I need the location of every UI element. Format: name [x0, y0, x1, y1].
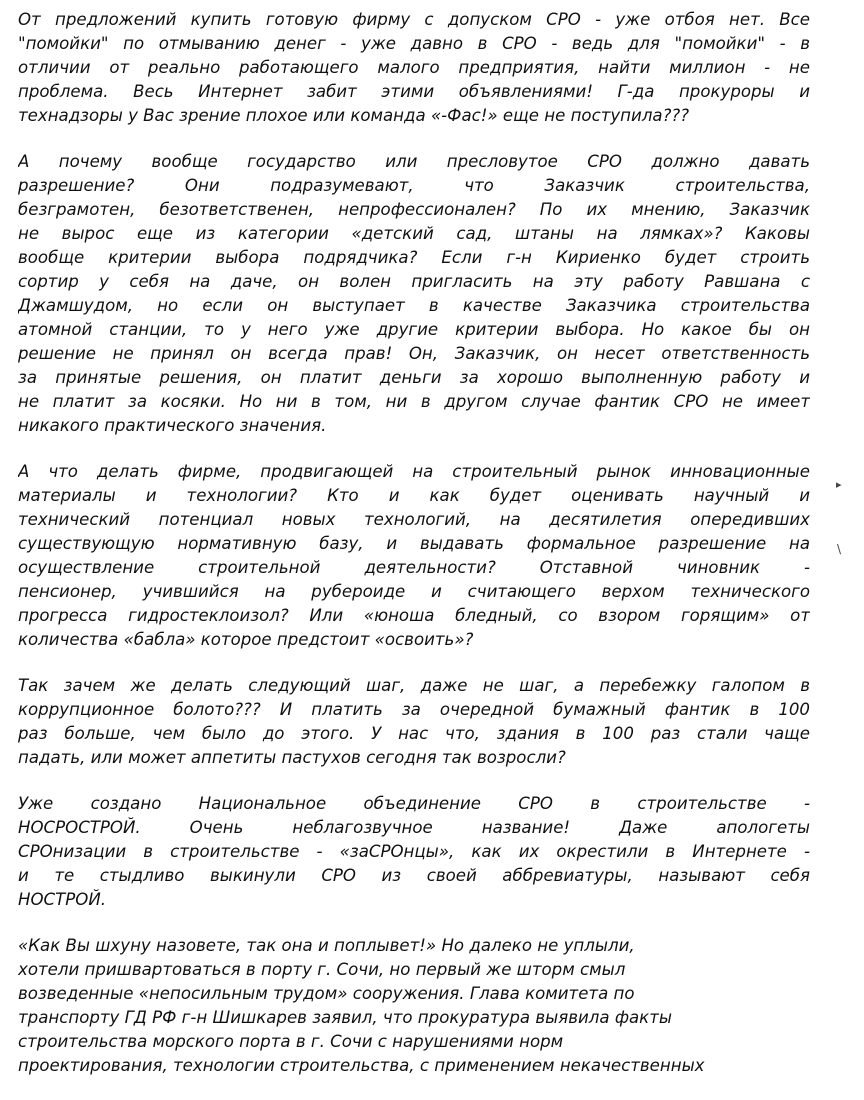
- text-line: «Как Вы шхуну назовете, так она и поплывет!» Но далеко не уплыли,: [18, 936, 635, 955]
- text-line: НОСТРОЙ.: [18, 890, 107, 909]
- text-line: прогресса гидростеклоизол? Или «юноша бледный, со взором горящим» от: [18, 606, 810, 625]
- text-line: безграмотен, безответственен, непрофессионален? По их мнению, Заказчик: [18, 200, 810, 219]
- paragraph-next-step: [18, 674, 810, 770]
- paragraph-nostroy: [18, 792, 810, 912]
- text-line: технический потенциал новых технологий, на десятилетия опередивших: [18, 510, 810, 529]
- text-line: НОСРОСТРОЙ. Очень неблагозвучное название! Даже апологеты: [18, 818, 810, 837]
- text-line: Джамшудом, но если он выступает в качестве Заказчика строительства: [18, 296, 810, 315]
- text-line: возведенные «непосильным трудом» сооружения. Глава комитета по: [18, 984, 635, 1003]
- text-line: проектирования, технологии строительства, с применением некачественных: [18, 1056, 705, 1075]
- text-line: существующую нормативную базу, и выдавать формальное разрешение на: [18, 534, 810, 553]
- text-line: отличии от реально работающего малого предприятия, найти миллион - не: [18, 58, 810, 77]
- text-line: СРОнизации в строительстве - «заСРОнцы», как их окрестили в Интернете -: [18, 842, 810, 861]
- text-line: технадзоры у Вас зрение плохое или команда «-Фас!» еще не поступила???: [18, 106, 690, 125]
- text-line: коррупционное болото??? И платить за очередной бумажный фантик в 100: [18, 700, 810, 719]
- text-line: за принятые решения, он платит деньги за хорошо выполненную работу и: [18, 368, 810, 387]
- text-line: А что делать фирме, продвигающей на строительный рынок инновационные: [18, 462, 810, 481]
- text-line: не платит за косяки. Но ни в том, ни в другом случае фантик СРО не имеет: [18, 392, 810, 411]
- text-line: Уже создано Национальное объединение СРО в строительстве -: [18, 794, 810, 813]
- text-line: строительства морского порта в г. Сочи с нарушениями норм: [18, 1032, 564, 1051]
- text-line: пенсионер, учившийся на рубероиде и считающего верхом технического: [18, 582, 810, 601]
- text-line: осуществление строительной деятельности? Отставной чиновник -: [18, 558, 810, 577]
- document-page: [18, 8, 810, 1100]
- text-line: "помойки" по отмыванию денег - уже давно в СРО - ведь для "помойки" - в: [18, 34, 810, 53]
- text-line: транспорту ГД РФ г-н Шишкарев заявил, что прокуратура выявила факты: [18, 1008, 672, 1027]
- text-line: От предложений купить готовую фирму с допуском СРО - уже отбоя нет. Все: [18, 10, 810, 29]
- margin-mark: \: [837, 542, 842, 556]
- text-line: раз больше, чем было до этого. У нас что, здания в 100 раз стали чаще: [18, 724, 810, 743]
- paragraph-customer-permission: [18, 150, 810, 438]
- text-line: и те стыдливо выкинули СРО из своей аббревиатуры, называют себя: [18, 866, 810, 885]
- text-line: не вырос еще из категории «детский сад, штаны на лямках»? Каковы: [18, 224, 810, 243]
- text-line: решение не принял он всегда прав! Он, Заказчик, он несет ответственность: [18, 344, 810, 363]
- text-line: сортир у себя на даче, он волен пригласить на эту работу Равшана с: [18, 272, 810, 291]
- paragraph-sro-offers: [18, 8, 810, 128]
- text-line: никакого практического значения.: [18, 416, 327, 435]
- paragraph-sochi-port: [18, 934, 810, 1078]
- text-line: разрешение? Они подразумевают, что Заказчик строительства,: [18, 176, 810, 195]
- paragraph-innovation: [18, 460, 810, 652]
- text-line: проблема. Весь Интернет забит этими объявлениями! Г-да прокуроры и: [18, 82, 810, 101]
- text-line: падать, или может аппетиты пастухов сегодня так возросли?: [18, 748, 566, 767]
- margin-mark: ▸: [836, 478, 842, 491]
- text-line: А почему вообще государство или пресловутое СРО должно давать: [18, 152, 810, 171]
- text-line: материалы и технологии? Кто и как будет оценивать научный и: [18, 486, 810, 505]
- text-line: атомной станции, то у него уже другие критерии выбора. Но какое бы он: [18, 320, 810, 339]
- text-line: количества «бабла» которое предстоит «освоить»?: [18, 630, 474, 649]
- text-line: хотели пришвартоваться в порту г. Сочи, но первый же шторм смыл: [18, 960, 626, 979]
- text-line: вообще критерии выбора подрядчика? Если г-н Кириенко будет строить: [18, 248, 810, 267]
- text-line: Так зачем же делать следующий шаг, даже не шаг, а перебежку галопом в: [18, 676, 810, 695]
